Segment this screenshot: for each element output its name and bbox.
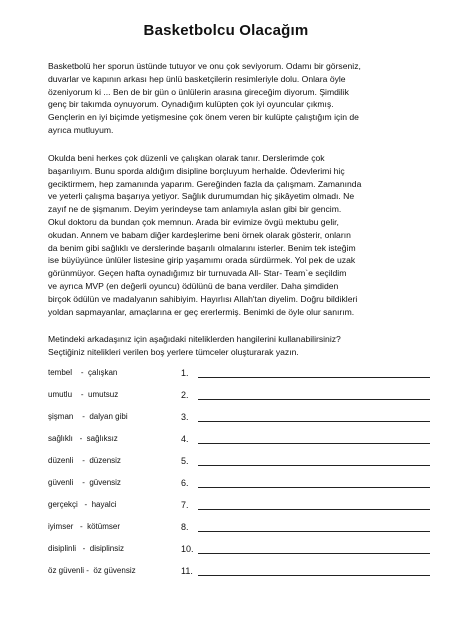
answer-number: 7. [181,500,189,510]
paragraph-line: okudan. Annem ve babam diğer kardeşlerime beni örnek olarak gösterir, onların [48,229,351,240]
trait-pair: tembel - çalışkan [48,368,118,377]
paragraph-line: duvarlar ve kapının arkası hep ünlü basketçilerin resimleriyle dolu. Onlara öyle [48,73,346,84]
trait-pair: öz güvenli - öz güvensiz [48,566,136,575]
trait-pair: düzenli - düzensiz [48,456,121,465]
paragraph-line: yoldan sapmayanlar, amaçlarına er geç ererlermiş. Benimki de öyle olur sanırım. [48,306,355,317]
answer-blank-line[interactable] [198,509,430,510]
answer-number: 4. [181,434,189,444]
trait-pair: disiplinli - disiplinsiz [48,544,125,553]
answer-number: 1. [181,368,189,378]
paragraph-line: özeniyorum ki ... Ben de bir gün o ünlülerin arasına gireceğim diyorum. Şimdilik [48,86,349,97]
answer-number: 3. [181,412,189,422]
instruction-line: Seçtiğiniz nitelikleri verilen boş yerlere tümceler oluşturarak yazın. [48,346,299,357]
paragraph-line: geciktirmem, hep zamanında yaparım. Gereğinden fazla da çalışmam. Zamanında [48,178,362,189]
answer-number: 8. [181,522,189,532]
answer-blank-line[interactable] [198,487,430,488]
trait-pair: iyimser - kötümser [48,522,121,531]
trait-pair: güvenli - güvensiz [48,478,121,487]
paragraph-line: ise büyüyünce ünlüler listesine girip yaşamımı orada sürdürmek. Yol pek de uzak [48,255,356,266]
trait-row [48,566,438,580]
paragraph-line: Basketbolü her sporun üstünde tutuyor ve onu çok seviyorum. Odamı bir görseniz, [48,61,361,71]
paragraph-line: da benim gibi sağlıklı ve derslerinde başarılı olmalarını isterler. Benim tek isteğim [48,242,356,253]
instructions-text [48,333,420,359]
instruction-line: Metindeki arkadaşınız için aşağıdaki niteliklerden hangilerini kullanabilirsiniz? [48,334,341,344]
paragraph-line: ayrıca mutluyum. [48,124,114,135]
story-paragraph-1 [48,60,420,137]
trait-pair: şişman - dalyan gibi [48,412,128,421]
paragraph-line: zayıf ne de şişmanım. Deyim yerindeyse tam anlamıyla aslan gibi bir gencim. [48,204,342,215]
paragraph-line: Okul doktoru da bundan çok memnun. Arada bir evimize övgü mektubu gelir, [48,216,339,227]
answer-blank-line[interactable] [198,377,430,378]
trait-row [48,500,438,514]
trait-row [48,478,438,492]
worksheet-title: Basketbolcu Olacağım [143,22,309,39]
story-paragraph-2 [48,152,420,318]
answer-number: 6. [181,478,189,488]
trait-row [48,390,438,404]
trait-row [48,544,438,558]
answer-blank-line[interactable] [198,399,430,400]
paragraph-line: genç bir takımda oynuyorum. Oynadığım kulüpten çok iyi oyuncular çıkmış. [48,99,334,110]
trait-row [48,368,438,382]
paragraph-line: ve yeterli çalışma başarıya yetiyor. Sağlık durumumdan hiç şikâyetim olmadı. Ne [48,191,355,202]
trait-row [48,522,438,536]
paragraph-line: Okulda beni herkes çok düzenli ve çalışkan olarak tanır. Derslerimde çok [48,153,325,163]
answer-blank-line[interactable] [198,443,430,444]
answer-blank-line[interactable] [198,553,430,554]
answer-blank-line[interactable] [198,465,430,466]
answer-number: 5. [181,456,189,466]
trait-pair: gerçekçi - hayalci [48,500,117,509]
trait-row [48,456,438,470]
answer-blank-line[interactable] [198,421,430,422]
answer-number: 2. [181,390,189,400]
trait-pair: umutlu - umutsuz [48,390,119,399]
trait-row [48,434,438,448]
trait-pair: sağlıklı - sağlıksız [48,434,118,443]
paragraph-line: birçok ödülün ve madalyanın sahibiyim. Hayırlısı Allah'tan diyelim. Doğru bildikleri [48,293,358,304]
answer-number: 10. [181,544,194,554]
answer-blank-line[interactable] [198,575,430,576]
paragraph-line: başarılıyım. Bunu sporda aldığım disipline borçluyum herhalde. Ödevlerimi hiç [48,165,345,176]
answer-number: 11. [181,566,193,576]
trait-row [48,412,438,426]
answer-blank-line[interactable] [198,531,430,532]
paragraph-line: Gençlerin en iyi biçimde yetişmesine çok önem veren bir kulüpte çalıştığım için de [48,112,359,123]
paragraph-line: ve ayrıca MVP (en değerli oyuncu) ödülünü de bana verdiler. Daha şimdiden [48,280,339,291]
paragraph-line: görünmüyor. Geçen hafta oynadığımız bir turnuvada All- Star- Team`e seçildim [48,268,347,279]
